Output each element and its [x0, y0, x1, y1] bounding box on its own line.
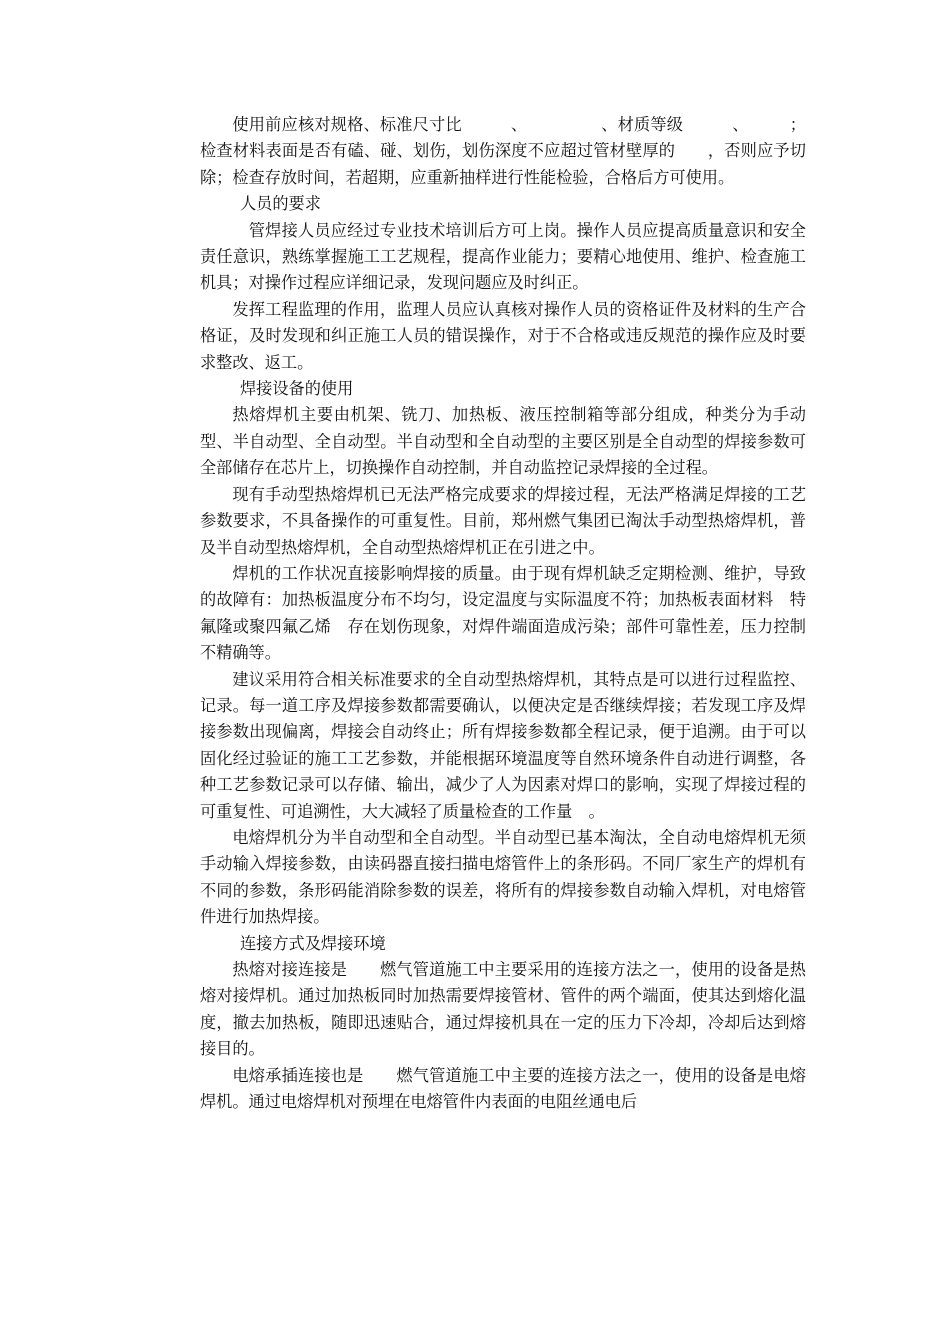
paragraph-supervision: 发挥工程监理的作用，监理人员应认真核对操作人员的资格证件及材料的生产合格证，及时发现和纠正施工人员的错误操作，对于不合格或违反规范的操作应及时要求整改、返工。: [200, 299, 806, 372]
paragraph-manual-machine: 现有手动型热熔焊机已无法严格完成要求的焊接过程，无法严格满足焊接的工艺参数要求，不具备操作的可重复性。目前，郑州燃气集团已淘汰手动型热熔焊机，普及半自动型热熔焊机，全自动型热熔焊机正在引进之中。: [200, 484, 806, 557]
paragraph-butt-fusion: 热熔对接连接是 燃气管道施工中主要采用的连接方法之一，使用的设备是热熔对接焊机。通过加热板同时加热需要焊接管材、管件的两个端面，使其达到熔化温度，撤去加热板，随即迅速贴合，通过焊接机具在一定的压力下冷却，冷却后达到熔接目的。: [200, 960, 806, 1059]
paragraph-socket-electrofusion: 电熔承插连接也是 燃气管道施工中主要的连接方法之一，使用的设备是电熔焊机。通过电熔焊机对预埋在电熔管件内表面的电阻丝通电后: [200, 1065, 806, 1112]
paragraph-welder-training: 管焊接人员应经过专业技术培训后方可上岗。操作人员应提高质量意识和安全责任意识，熟练掌握施工工艺规程，提高作业能力；要精心地使用、维护、检查施工机具；对操作过程应详细记录，发现问题应及时纠正。: [200, 220, 806, 293]
paragraph-material-check: 使用前应核对规格、标准尺寸比 、 、材质等级 、 ；检查材料表面是否有磕、碰、划伤，划伤深度不应超过管材壁厚的 ，否则应予切除；检查存放时间，若超期，应重新抽样进行性能检验，合格后方可使用。: [200, 115, 806, 187]
paragraph-full-auto-recommendation: 建议采用符合相关标准要求的全自动型热熔焊机，其特点是可以进行过程监控、记录。每一道工序及焊接参数都需要确认，以便决定是否继续焊接；若发现工序及焊接参数出现偏离，焊接会自动终止；所有焊接参数都全程记录，便于追溯。由于可以固化经过验证的施工工艺参数，并能根据环境温度等自然环境条件自动进行调整，各种工艺参数记录可以存储、输出，减少了人为因素对焊口的影响，实现了焊接过程的可重复性、可追溯性，大大减轻了质量检查的工作量 。: [200, 669, 806, 821]
document-page: [200, 112, 806, 1115]
heading-connection-methods: 连接方式及焊接环境: [240, 933, 386, 953]
heading-personnel: 人员的要求: [240, 194, 321, 214]
paragraph-electrofusion-machine: 电熔焊机分为半自动型和全自动型。半自动型已基本淘汰，全自动电熔焊机无须手动输入焊接参数，由读码器直接扫描电熔管件上的条形码。不同厂家生产的焊机有不同的参数，条形码能消除参数的误差，将所有的焊接参数自动输入焊机，对电熔管件进行加热焊接。: [200, 827, 806, 927]
paragraph-machine-condition: 焊机的工作状况直接影响焊接的质量。由于现有焊机缺乏定期检测、维护，导致的故障有：加热板温度分布不均匀，设定温度与实际温度不符；加热板表面材料 特氟隆或聚四氟乙烯 存在划伤现象，对焊件端面造成污染；部件可靠性差，压力控制不精确等。: [200, 563, 806, 663]
paragraph-hot-melt-machine: 热熔焊机主要由机架、铣刀、加热板、液压控制箱等部分组成，种类分为手动型、半自动型、全自动型。半自动型和全自动型的主要区别是全自动型的焊接参数可全部储存在芯片上，切换操作自动控制，并自动监控记录焊接的全过程。: [200, 405, 806, 478]
heading-equipment: 焊接设备的使用: [240, 379, 354, 399]
